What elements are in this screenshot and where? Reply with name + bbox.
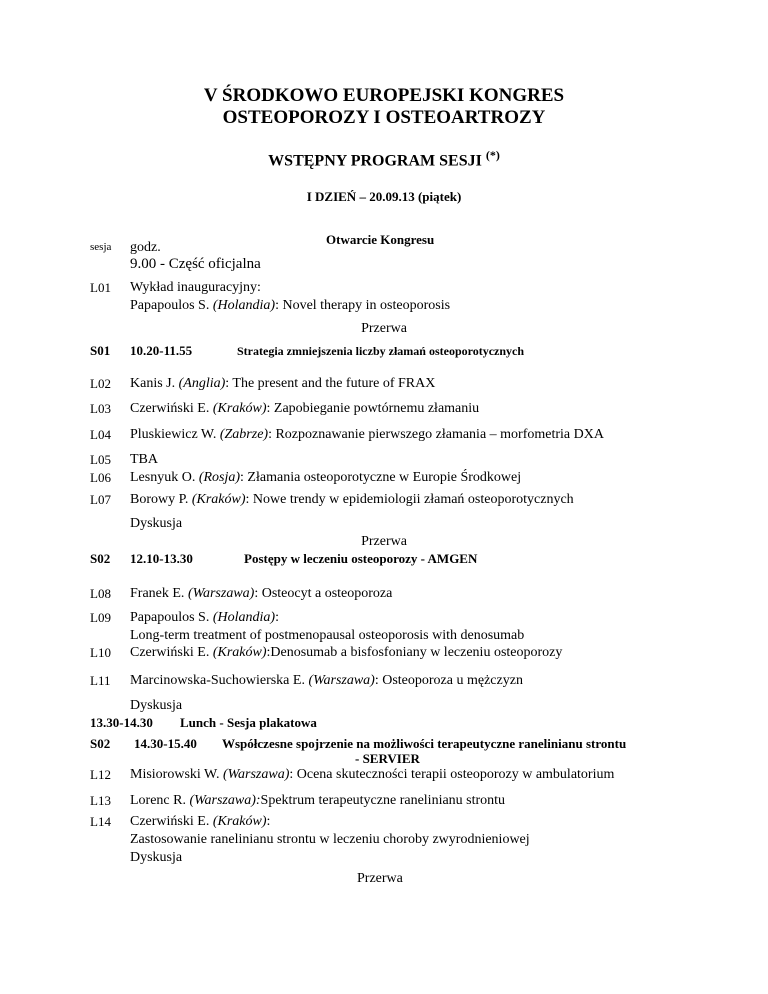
lecture-topic: : Osteoporoza u mężczyzn (374, 673, 523, 688)
program-title (0, 148, 768, 170)
lecture-speaker: Czerwiński E. (130, 645, 210, 660)
lecture-topic: : Zapobieganie powtórnemu złamaniu (266, 401, 480, 416)
lecture-country: (Warszawa) (187, 586, 255, 601)
lecture-title-line2: Zastosowanie ranelinianu strontu w leczeniu choroby zwyrodnieniowej (130, 832, 530, 847)
lunch-time: 13.30-14.30 (90, 715, 153, 730)
lecture-country: (Rosja) (198, 470, 241, 485)
session-code: S02 (90, 736, 111, 751)
lecture-topic: : Ocena skuteczności terapii osteoporozy w ambulatorium (289, 767, 615, 782)
lecture-code: L08 (90, 586, 111, 601)
session-title: Współczesne spojrzenie na możliwości terapeutyczne ranelinianu strontu (222, 736, 627, 751)
session-time: 14.30-15.40 (134, 736, 197, 751)
lecture-text (130, 376, 435, 392)
session-title: Postępy w leczeniu osteoporozy - AMGEN (244, 551, 478, 566)
lecture-code: L12 (90, 767, 111, 782)
lunch-label: Lunch - Sesja plakatowa (180, 715, 317, 730)
lecture-speaker: Pluskiewicz W. (130, 427, 217, 442)
lecture-speaker: Kanis J. (130, 376, 176, 391)
lecture-text (130, 610, 279, 626)
lecture-code: L06 (90, 470, 111, 485)
lecture-text (130, 427, 604, 443)
session-code: S02 (90, 551, 111, 566)
discussion-label: Dyskusja (130, 850, 183, 865)
lecture-topic: : Złamania osteoporotyczne w Europie Środkowej (240, 470, 522, 485)
lecture-speaker: TBA (130, 452, 158, 467)
lecture-speaker: Papapoulos S. (130, 298, 210, 313)
break-label: Przerwa (361, 534, 407, 549)
lecture-speaker: Czerwiński E. (130, 401, 210, 416)
col-time-label: godz. (130, 240, 161, 255)
lecture-country: (Zabrze) (219, 427, 269, 442)
lecture-code: L10 (90, 645, 111, 660)
lecture-speaker: Lorenc R. (130, 793, 186, 808)
lecture-speaker: Lesnyuk O. (130, 470, 196, 485)
col-session-label: sesja (90, 241, 112, 253)
lecture-speaker: Papapoulos S. (130, 610, 210, 625)
lecture-speaker: Misiorowski W. (130, 767, 220, 782)
lecture-text (130, 673, 523, 689)
session-title: Strategia zmniejszenia liczby złamań osteoporotycznych (237, 344, 525, 358)
lecture-country: (Warszawa) (222, 767, 290, 782)
lecture-country: (Kraków) (212, 401, 267, 416)
congress-title-line2: OSTEOPOROZY I OSTEOARTROZY (222, 107, 546, 128)
lecture-speaker: Franek E. (130, 586, 185, 601)
lecture-text (130, 586, 392, 602)
lecture-country: (Warszawa): (189, 793, 261, 808)
congress-title-line1: V ŚRODKOWO EUROPEJSKI KONGRES (203, 85, 565, 106)
lecture-country: (Warszawa) (308, 673, 375, 688)
break-label: Przerwa (361, 321, 407, 336)
lecture-text (130, 470, 521, 486)
lecture-code: L05 (90, 452, 111, 467)
lecture-country: (Kraków) (191, 492, 246, 507)
lecture-code: L09 (90, 610, 111, 625)
program-title-text: WSTĘPNY PROGRAM SESJI (268, 152, 482, 170)
day-heading: I DZIEŃ – 20.09.13 (piątek) (306, 189, 462, 204)
lecture-country: (Holandia) (212, 298, 276, 313)
lecture-text (130, 767, 614, 783)
lecture-text (130, 814, 270, 830)
lecture-title-line2: Long-term treatment of postmenopausal osteoporosis with denosumab (130, 628, 525, 643)
lecture-country: (Kraków) (212, 814, 267, 829)
lecture-text (130, 645, 562, 661)
lecture-text (130, 793, 505, 809)
lecture-topic: : The present and the future of FRAX (225, 376, 436, 391)
program-title-note: (*) (485, 148, 500, 162)
lecture-code: L03 (90, 401, 111, 416)
lecture-topic: : Rozpoznawanie pierwszego złamania – morfometria DXA (268, 427, 604, 442)
lecture-code: L02 (90, 376, 111, 391)
lecture-topic: :Denosumab a bisfosfoniany w leczeniu osteoporozy (266, 645, 563, 660)
lecture-code: L14 (90, 814, 111, 829)
official-part: 9.00 - Część oficjalna (130, 256, 261, 272)
lecture-topic: : Osteocyt a osteoporoza (254, 586, 393, 601)
opening-heading: Otwarcie Kongresu (326, 232, 435, 247)
lecture-speaker: Borowy P. (130, 492, 189, 507)
break-label: Przerwa (357, 871, 403, 886)
lecture-country: (Kraków) (212, 645, 267, 660)
session-time: 10.20-11.55 (130, 343, 193, 358)
lecture-topic: : (275, 610, 279, 625)
lecture-code: L11 (90, 673, 111, 688)
lecture-text (130, 401, 479, 417)
lecture-topic: : (266, 814, 271, 829)
session-time: 12.10-13.30 (130, 551, 193, 566)
lecture-topic: : Novel therapy in osteoporosis (275, 298, 451, 313)
session-code: S01 (90, 343, 111, 358)
lecture-code: L13 (90, 793, 111, 808)
lecture-l01-line2 (130, 298, 450, 314)
lecture-speaker: Marcinowska-Suchowierska E. (130, 673, 305, 688)
lecture-code: L04 (90, 427, 111, 442)
lecture-code: L07 (90, 492, 111, 507)
discussion-label: Dyskusja (130, 698, 183, 713)
lecture-topic: : Nowe trendy w epidemiologii złamań osteoporotycznych (245, 492, 574, 507)
lecture-text (130, 492, 574, 508)
lecture-text (130, 452, 158, 468)
discussion-label: Dyskusja (130, 516, 183, 531)
lecture-country: (Holandia) (212, 610, 276, 625)
lecture-country: (Anglia) (178, 376, 226, 391)
lecture-code: L01 (90, 280, 111, 295)
lecture-topic: Spektrum terapeutyczne ranelinianu strontu (260, 793, 506, 808)
lecture-l01-line1: Wykład inauguracyjny: (130, 280, 261, 295)
session-sponsor: - SERVIER (355, 751, 420, 766)
lecture-speaker: Czerwiński E. (130, 814, 210, 829)
